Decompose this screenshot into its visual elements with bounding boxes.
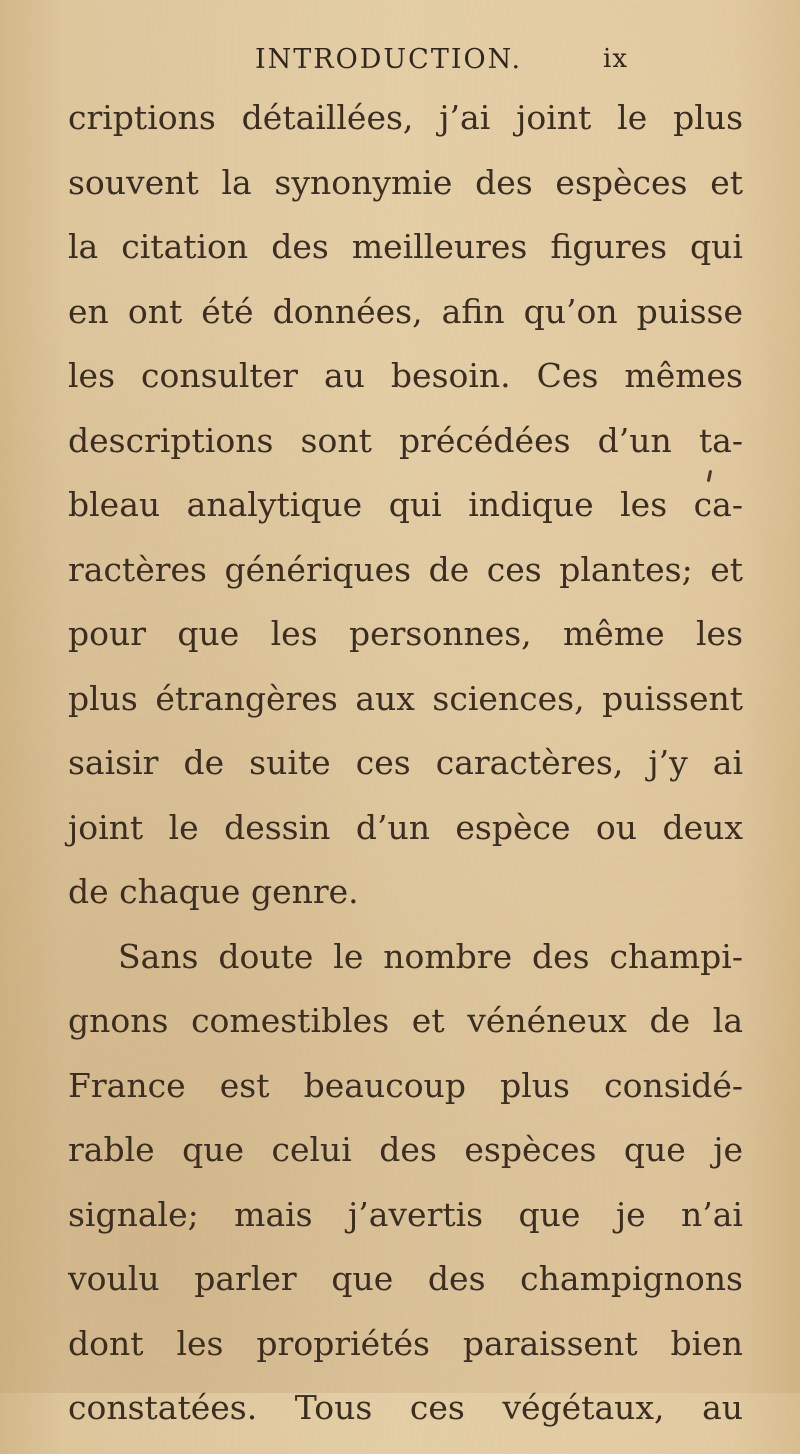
page-number: ix <box>603 44 628 74</box>
text-line: bleau analytique qui indique les ca- <box>68 485 743 524</box>
text-line: dont les propriétés paraissent bien <box>68 1323 743 1363</box>
text-line: descriptions sont précédées d’un ta- <box>68 420 743 460</box>
text-line: France est beaucoup plus considé- <box>68 1065 743 1105</box>
paragraph-end-line: de chaque genre. <box>68 872 359 911</box>
text-line: saisir de suite ces caractères, j’y ai <box>68 743 743 782</box>
text-line: en ont été données, afin qu’on puisse <box>68 291 743 331</box>
text-line: la citation des meilleures figures qui <box>68 227 743 266</box>
text-line: les consulter au besoin. Ces mêmes <box>68 356 743 395</box>
text-line: constatées. Tous ces végétaux, au <box>68 1388 743 1427</box>
text-line: joint le dessin d’un espèce ou deux <box>68 807 743 847</box>
text-line: rable que celui des espèces que je <box>68 1130 743 1169</box>
text-line: criptions détaillées, j’ai joint le plus <box>68 98 743 137</box>
text-line: signale; mais j’avertis que je n’ai <box>68 1194 743 1234</box>
text-line: gnons comestibles et vénéneux de la <box>68 1001 743 1040</box>
text-line: pour que les personnes, même les <box>68 614 743 653</box>
body-text <box>68 99 743 1454</box>
running-head <box>0 44 800 84</box>
text-line: voulu parler que des champignons <box>68 1259 743 1298</box>
running-title: INTRODUCTION. <box>255 44 523 75</box>
text-line: souvent la synonymie des espèces et <box>68 162 743 202</box>
text-line: ractères génériques de ces plantes; et <box>68 549 743 589</box>
text-line: plus étrangères aux sciences, puissent <box>68 678 743 718</box>
paragraph-first-line: Sans doute le nombre des champi- <box>118 936 743 976</box>
